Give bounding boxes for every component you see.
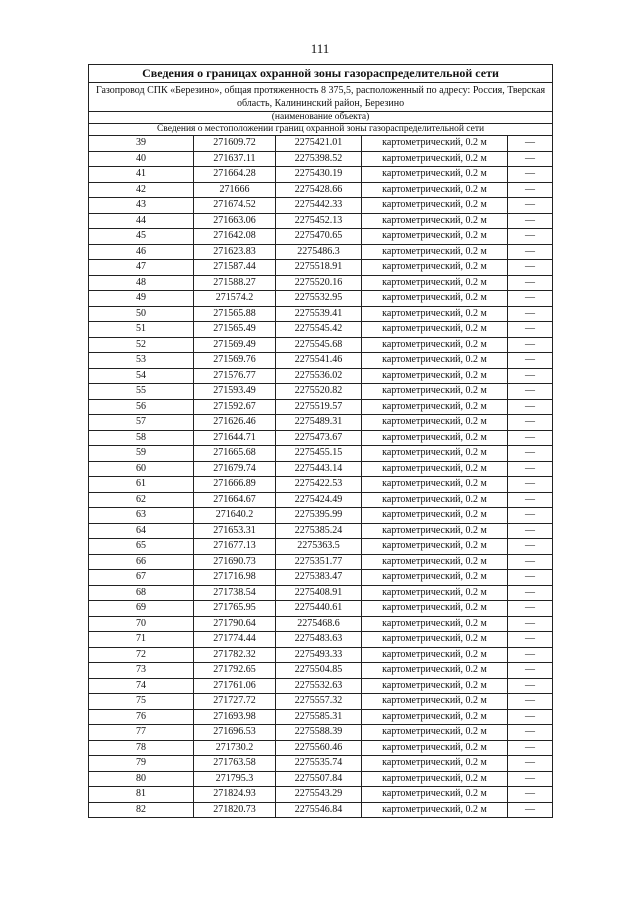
table-row (89, 647, 553, 663)
point-number-cell: 72 (89, 647, 194, 663)
note-cell: — (508, 477, 553, 493)
table-row (89, 430, 553, 446)
coordinate-y-cell: 2275519.57 (276, 399, 362, 415)
coordinate-y-cell: 2275536.02 (276, 368, 362, 384)
coordinate-x-cell: 271576.77 (194, 368, 276, 384)
coordinate-y-cell: 2275422.53 (276, 477, 362, 493)
method-cell: картометрический, 0.2 м (362, 136, 508, 152)
table-title: Сведения о границах охранной зоны газораспределительной сети (89, 65, 553, 83)
table-row (89, 384, 553, 400)
table-row (89, 213, 553, 229)
table-row (89, 678, 553, 694)
point-number-cell: 62 (89, 492, 194, 508)
table-row (89, 167, 553, 183)
point-number-cell: 55 (89, 384, 194, 400)
table-row (89, 802, 553, 818)
method-cell: картометрический, 0.2 м (362, 430, 508, 446)
method-cell: картометрический, 0.2 м (362, 244, 508, 260)
table-row (89, 694, 553, 710)
table-row (89, 523, 553, 539)
coordinate-x-cell: 271727.72 (194, 694, 276, 710)
coordinate-y-cell: 2275440.61 (276, 601, 362, 617)
coordinate-y-cell: 2275421.01 (276, 136, 362, 152)
note-cell: — (508, 632, 553, 648)
method-cell: картометрический, 0.2 м (362, 632, 508, 648)
method-cell: картометрический, 0.2 м (362, 663, 508, 679)
coordinate-x-cell: 271637.11 (194, 151, 276, 167)
point-number-cell: 53 (89, 353, 194, 369)
table-row (89, 632, 553, 648)
point-number-cell: 66 (89, 554, 194, 570)
note-cell: — (508, 167, 553, 183)
coordinate-y-cell: 2275363.5 (276, 539, 362, 555)
point-number-cell: 59 (89, 446, 194, 462)
method-cell: картометрический, 0.2 м (362, 384, 508, 400)
coordinate-y-cell: 2275546.84 (276, 802, 362, 818)
note-cell: — (508, 291, 553, 307)
coordinate-x-cell: 271653.31 (194, 523, 276, 539)
coordinate-x-cell: 271738.54 (194, 585, 276, 601)
note-cell: — (508, 787, 553, 803)
coordinate-y-cell: 2275408.91 (276, 585, 362, 601)
coordinate-y-cell: 2275424.49 (276, 492, 362, 508)
table-row (89, 787, 553, 803)
object-caption: (наименование объекта) (89, 112, 553, 124)
table-row (89, 415, 553, 431)
coordinate-y-cell: 2275385.24 (276, 523, 362, 539)
table-row (89, 725, 553, 741)
method-cell: картометрический, 0.2 м (362, 399, 508, 415)
method-cell: картометрический, 0.2 м (362, 616, 508, 632)
point-number-cell: 61 (89, 477, 194, 493)
table-row (89, 136, 553, 152)
coordinate-y-cell: 2275383.47 (276, 570, 362, 586)
note-cell: — (508, 601, 553, 617)
method-cell: картометрический, 0.2 м (362, 275, 508, 291)
method-cell: картометрический, 0.2 м (362, 182, 508, 198)
point-number-cell: 45 (89, 229, 194, 245)
point-number-cell: 79 (89, 756, 194, 772)
coordinate-y-cell: 2275535.74 (276, 756, 362, 772)
method-cell: картометрический, 0.2 м (362, 151, 508, 167)
page-number: 111 (310, 41, 330, 56)
coordinate-x-cell: 271640.2 (194, 508, 276, 524)
location-caption: Сведения о местоположении границ охранной зоны газораспределительной сети (89, 124, 553, 136)
table-row (89, 740, 553, 756)
note-cell: — (508, 399, 553, 415)
coordinate-x-cell: 271774.44 (194, 632, 276, 648)
coordinate-x-cell: 271588.27 (194, 275, 276, 291)
coordinate-y-cell: 2275483.63 (276, 632, 362, 648)
table-body (89, 65, 553, 818)
coordinate-y-cell: 2275398.52 (276, 151, 362, 167)
point-number-cell: 68 (89, 585, 194, 601)
method-cell: картометрический, 0.2 м (362, 709, 508, 725)
table-row (89, 244, 553, 260)
method-cell: картометрический, 0.2 м (362, 570, 508, 586)
method-cell: картометрический, 0.2 м (362, 694, 508, 710)
table-row (89, 353, 553, 369)
method-cell: картометрический, 0.2 м (362, 802, 508, 818)
coordinate-y-cell: 2275452.13 (276, 213, 362, 229)
point-number-cell: 43 (89, 198, 194, 214)
note-cell: — (508, 368, 553, 384)
table-row (89, 275, 553, 291)
coordinate-y-cell: 2275351.77 (276, 554, 362, 570)
method-cell: картометрический, 0.2 м (362, 740, 508, 756)
point-number-cell: 42 (89, 182, 194, 198)
coordinate-y-cell: 2275395.99 (276, 508, 362, 524)
table-row (89, 198, 553, 214)
coordinate-y-cell: 2275585.31 (276, 709, 362, 725)
note-cell: — (508, 709, 553, 725)
point-number-cell: 75 (89, 694, 194, 710)
coordinate-x-cell: 271782.32 (194, 647, 276, 663)
note-cell: — (508, 151, 553, 167)
note-cell: — (508, 585, 553, 601)
coordinate-y-cell: 2275468.6 (276, 616, 362, 632)
note-cell: — (508, 337, 553, 353)
note-cell: — (508, 213, 553, 229)
coordinate-y-cell: 2275539.41 (276, 306, 362, 322)
point-number-cell: 78 (89, 740, 194, 756)
coordinate-x-cell: 271763.58 (194, 756, 276, 772)
coordinate-y-cell: 2275545.68 (276, 337, 362, 353)
note-cell: — (508, 430, 553, 446)
table-row (89, 306, 553, 322)
location-caption-row (89, 124, 553, 136)
method-cell: картометрический, 0.2 м (362, 678, 508, 694)
point-number-cell: 71 (89, 632, 194, 648)
point-number-cell: 44 (89, 213, 194, 229)
table-row (89, 151, 553, 167)
coordinate-x-cell: 271696.53 (194, 725, 276, 741)
point-number-cell: 48 (89, 275, 194, 291)
note-cell: — (508, 136, 553, 152)
table-row (89, 554, 553, 570)
coordinate-x-cell: 271666 (194, 182, 276, 198)
coordinate-x-cell: 271574.2 (194, 291, 276, 307)
title-row (89, 65, 553, 83)
note-cell: — (508, 415, 553, 431)
coordinate-x-cell: 271569.76 (194, 353, 276, 369)
point-number-cell: 52 (89, 337, 194, 353)
method-cell: картометрический, 0.2 м (362, 337, 508, 353)
point-number-cell: 60 (89, 461, 194, 477)
table-row (89, 229, 553, 245)
table-row (89, 492, 553, 508)
point-number-cell: 67 (89, 570, 194, 586)
coordinate-x-cell: 271626.46 (194, 415, 276, 431)
coordinate-x-cell: 271716.98 (194, 570, 276, 586)
method-cell: картометрический, 0.2 м (362, 477, 508, 493)
note-cell: — (508, 260, 553, 276)
note-cell: — (508, 275, 553, 291)
note-cell: — (508, 384, 553, 400)
coordinate-x-cell: 271664.28 (194, 167, 276, 183)
coordinate-x-cell: 271663.06 (194, 213, 276, 229)
coordinate-y-cell: 2275507.84 (276, 771, 362, 787)
method-cell: картометрический, 0.2 м (362, 771, 508, 787)
note-cell: — (508, 554, 553, 570)
coordinate-x-cell: 271565.49 (194, 322, 276, 338)
method-cell: картометрический, 0.2 м (362, 756, 508, 772)
coordinate-y-cell: 2275430.19 (276, 167, 362, 183)
coordinate-y-cell: 2275543.29 (276, 787, 362, 803)
point-number-cell: 65 (89, 539, 194, 555)
coordinate-x-cell: 271569.49 (194, 337, 276, 353)
note-cell: — (508, 353, 553, 369)
coordinate-x-cell: 271693.98 (194, 709, 276, 725)
coordinate-y-cell: 2275520.16 (276, 275, 362, 291)
method-cell: картометрический, 0.2 м (362, 725, 508, 741)
method-cell: картометрический, 0.2 м (362, 523, 508, 539)
coordinate-x-cell: 271824.93 (194, 787, 276, 803)
table-row (89, 291, 553, 307)
coordinate-y-cell: 2275504.85 (276, 663, 362, 679)
point-number-cell: 63 (89, 508, 194, 524)
table-row (89, 182, 553, 198)
coordinate-y-cell: 2275532.63 (276, 678, 362, 694)
point-number-cell: 77 (89, 725, 194, 741)
method-cell: картометрический, 0.2 м (362, 787, 508, 803)
table-row (89, 337, 553, 353)
coordinate-x-cell: 271765.95 (194, 601, 276, 617)
method-cell: картометрический, 0.2 м (362, 508, 508, 524)
table-row (89, 446, 553, 462)
note-cell: — (508, 492, 553, 508)
table-row (89, 539, 553, 555)
method-cell: картометрический, 0.2 м (362, 539, 508, 555)
point-number-cell: 70 (89, 616, 194, 632)
point-number-cell: 76 (89, 709, 194, 725)
method-cell: картометрический, 0.2 м (362, 368, 508, 384)
note-cell: — (508, 740, 553, 756)
coordinate-x-cell: 271644.71 (194, 430, 276, 446)
coordinate-y-cell: 2275470.65 (276, 229, 362, 245)
method-cell: картометрический, 0.2 м (362, 260, 508, 276)
table-row (89, 570, 553, 586)
method-cell: картометрический, 0.2 м (362, 554, 508, 570)
coordinate-x-cell: 271609.72 (194, 136, 276, 152)
point-number-cell: 39 (89, 136, 194, 152)
coordinate-y-cell: 2275455.15 (276, 446, 362, 462)
coordinate-x-cell: 271761.06 (194, 678, 276, 694)
point-number-cell: 73 (89, 663, 194, 679)
coordinate-y-cell: 2275518.91 (276, 260, 362, 276)
coordinate-y-cell: 2275428.66 (276, 182, 362, 198)
note-cell: — (508, 616, 553, 632)
table-row (89, 260, 553, 276)
table-row (89, 616, 553, 632)
note-cell: — (508, 508, 553, 524)
method-cell: картометрический, 0.2 м (362, 461, 508, 477)
coordinate-x-cell: 271679.74 (194, 461, 276, 477)
note-cell: — (508, 523, 553, 539)
note-cell: — (508, 461, 553, 477)
point-number-cell: 51 (89, 322, 194, 338)
point-number-cell: 74 (89, 678, 194, 694)
coordinate-y-cell: 2275541.46 (276, 353, 362, 369)
point-number-cell: 64 (89, 523, 194, 539)
point-number-cell: 47 (89, 260, 194, 276)
coordinate-y-cell: 2275473.67 (276, 430, 362, 446)
coordinate-y-cell: 2275486.3 (276, 244, 362, 260)
coordinate-x-cell: 271665.68 (194, 446, 276, 462)
method-cell: картометрический, 0.2 м (362, 306, 508, 322)
coordinate-y-cell: 2275442.33 (276, 198, 362, 214)
note-cell: — (508, 570, 553, 586)
note-cell: — (508, 539, 553, 555)
method-cell: картометрический, 0.2 м (362, 229, 508, 245)
coordinate-x-cell: 271623.83 (194, 244, 276, 260)
method-cell: картометрический, 0.2 м (362, 446, 508, 462)
note-cell: — (508, 725, 553, 741)
coordinate-x-cell: 271642.08 (194, 229, 276, 245)
coordinate-x-cell: 271690.73 (194, 554, 276, 570)
method-cell: картометрический, 0.2 м (362, 415, 508, 431)
coordinate-x-cell: 271565.88 (194, 306, 276, 322)
table-row (89, 756, 553, 772)
point-number-cell: 49 (89, 291, 194, 307)
coordinate-x-cell: 271593.49 (194, 384, 276, 400)
protection-zone-table (88, 64, 553, 818)
table-row (89, 709, 553, 725)
method-cell: картометрический, 0.2 м (362, 198, 508, 214)
note-cell: — (508, 244, 553, 260)
method-cell: картометрический, 0.2 м (362, 167, 508, 183)
coordinate-x-cell: 271790.64 (194, 616, 276, 632)
table-row (89, 771, 553, 787)
note-cell: — (508, 446, 553, 462)
coordinate-y-cell: 2275532.95 (276, 291, 362, 307)
table-row (89, 368, 553, 384)
coordinate-x-cell: 271820.73 (194, 802, 276, 818)
method-cell: картометрический, 0.2 м (362, 585, 508, 601)
coordinate-x-cell: 271592.67 (194, 399, 276, 415)
point-number-cell: 80 (89, 771, 194, 787)
object-description: Газопровод СПК «Березино», общая протяженность 8 375,5, расположенный по адресу: Россия, Тверская область, Калининский район, Березино (89, 83, 553, 112)
table-row (89, 477, 553, 493)
coordinate-x-cell: 271587.44 (194, 260, 276, 276)
point-number-cell: 40 (89, 151, 194, 167)
coordinate-y-cell: 2275520.82 (276, 384, 362, 400)
method-cell: картометрический, 0.2 м (362, 492, 508, 508)
method-cell: картометрический, 0.2 м (362, 291, 508, 307)
table-row (89, 601, 553, 617)
point-number-cell: 46 (89, 244, 194, 260)
object-row (89, 83, 553, 112)
note-cell: — (508, 229, 553, 245)
table-row (89, 461, 553, 477)
coordinate-x-cell: 271666.89 (194, 477, 276, 493)
coordinate-y-cell: 2275545.42 (276, 322, 362, 338)
coordinate-x-cell: 271674.52 (194, 198, 276, 214)
note-cell: — (508, 802, 553, 818)
point-number-cell: 41 (89, 167, 194, 183)
coordinate-y-cell: 2275560.46 (276, 740, 362, 756)
note-cell: — (508, 182, 553, 198)
method-cell: картометрический, 0.2 м (362, 647, 508, 663)
point-number-cell: 81 (89, 787, 194, 803)
coordinate-x-cell: 271664.67 (194, 492, 276, 508)
method-cell: картометрический, 0.2 м (362, 353, 508, 369)
coordinate-x-cell: 271795.3 (194, 771, 276, 787)
coordinate-y-cell: 2275588.39 (276, 725, 362, 741)
coordinate-y-cell: 2275493.33 (276, 647, 362, 663)
note-cell: — (508, 663, 553, 679)
table-row (89, 663, 553, 679)
coordinate-x-cell: 271730.2 (194, 740, 276, 756)
note-cell: — (508, 306, 553, 322)
table-row (89, 508, 553, 524)
note-cell: — (508, 771, 553, 787)
table-row (89, 322, 553, 338)
coordinate-y-cell: 2275557.32 (276, 694, 362, 710)
point-number-cell: 56 (89, 399, 194, 415)
coordinate-x-cell: 271677.13 (194, 539, 276, 555)
coordinate-y-cell: 2275443.14 (276, 461, 362, 477)
method-cell: картометрический, 0.2 м (362, 213, 508, 229)
point-number-cell: 57 (89, 415, 194, 431)
note-cell: — (508, 756, 553, 772)
coordinate-x-cell: 271792.65 (194, 663, 276, 679)
table-row (89, 585, 553, 601)
point-number-cell: 69 (89, 601, 194, 617)
note-cell: — (508, 694, 553, 710)
point-number-cell: 50 (89, 306, 194, 322)
note-cell: — (508, 198, 553, 214)
point-number-cell: 54 (89, 368, 194, 384)
method-cell: картометрический, 0.2 м (362, 322, 508, 338)
coordinate-y-cell: 2275489.31 (276, 415, 362, 431)
point-number-cell: 82 (89, 802, 194, 818)
note-cell: — (508, 322, 553, 338)
object-caption-row (89, 112, 553, 124)
note-cell: — (508, 647, 553, 663)
note-cell: — (508, 678, 553, 694)
point-number-cell: 58 (89, 430, 194, 446)
table-row (89, 399, 553, 415)
method-cell: картометрический, 0.2 м (362, 601, 508, 617)
